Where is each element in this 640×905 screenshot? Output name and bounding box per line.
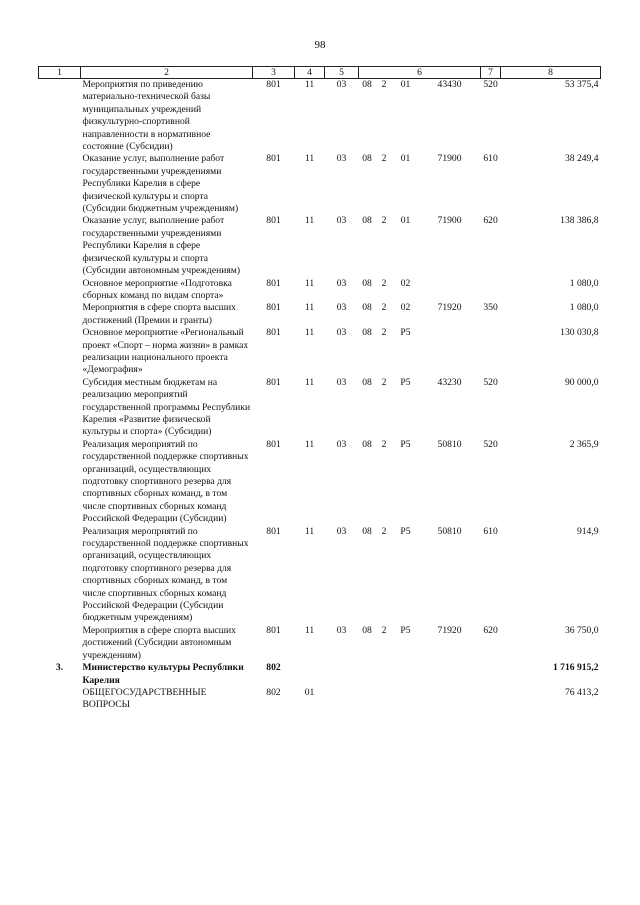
cell-target-program: 08 — [362, 79, 372, 90]
table-row — [39, 625, 601, 662]
table-row — [39, 327, 601, 377]
cell-target-program: 08 — [362, 215, 372, 227]
row-name: Оказание услуг, выполнение работ государственными учреждениями Республики Карелия в сфере физической культуры и спорта (Субсидии бюджетным учреждениям) — [82, 153, 239, 215]
cell-target-subprogram: 2 — [381, 153, 387, 165]
row-name: Субсидия местным бюджетам на реализацию мероприятий государственной программы Республики Карелия «Развитие физической культуры и спорта» (Субсидии) — [82, 376, 251, 438]
row-number — [39, 302, 81, 327]
cell-target-direction: 71900 — [437, 153, 462, 165]
cell-amount: 130 030,8 — [560, 327, 599, 339]
cell-amount: 1 080,0 — [569, 302, 599, 314]
cell-target-subprogram: 2 — [381, 79, 387, 90]
row-number — [39, 79, 81, 154]
cell-ministry-code: 801 — [266, 277, 281, 289]
cell-target-subprogram: 2 — [381, 215, 387, 227]
table-body — [39, 67, 601, 712]
column-number: 1 — [39, 67, 81, 79]
row-number — [39, 153, 81, 215]
cell-target-direction: 71900 — [437, 215, 462, 227]
cell-expense-type — [481, 327, 501, 377]
cell-section: 11 — [304, 438, 315, 450]
row-name: Основное мероприятие «Региональный проект «Спорт – норма жизни» в рамках реализации национального проекта «Демография» — [82, 327, 249, 376]
column-number: 8 — [501, 67, 601, 79]
cell-amount: 38 249,4 — [564, 153, 599, 165]
cell-expense-type: 520 — [483, 376, 498, 388]
column-number: 6 — [359, 67, 481, 79]
cell-target-event: 02 — [400, 302, 411, 314]
cell-target-program: 08 — [362, 624, 372, 636]
cell-target-event — [393, 687, 419, 712]
cell-target-subprogram — [376, 687, 393, 712]
table-row — [39, 377, 601, 439]
cell-target-subprogram: 2 — [381, 302, 387, 314]
cell-subsection: 03 — [336, 624, 347, 636]
cell-amount: 1 716 915,2 — [552, 662, 599, 674]
cell-target-program — [359, 662, 376, 687]
cell-target-event: P5 — [400, 624, 411, 636]
cell-target-event: 01 — [400, 215, 411, 227]
cell-target-program: 08 — [362, 302, 372, 314]
cell-ministry-code: 801 — [266, 376, 281, 388]
cell-section: 11 — [304, 153, 315, 165]
cell-ministry-code: 802 — [266, 686, 281, 698]
cell-section — [295, 662, 325, 687]
cell-amount: 36 750,0 — [564, 624, 599, 636]
row-name: Основное мероприятие «Подготовка сборных команд по видам спорта» — [82, 277, 232, 301]
table-row — [39, 439, 601, 526]
cell-ministry-code: 801 — [266, 624, 281, 636]
cell-subsection: 03 — [336, 525, 347, 537]
cell-target-event — [393, 662, 419, 687]
cell-target-program — [359, 687, 376, 712]
table-row — [39, 302, 601, 327]
cell-target-direction — [419, 687, 481, 712]
cell-target-program: 08 — [362, 153, 372, 165]
cell-section: 11 — [304, 79, 315, 90]
table-row — [39, 526, 601, 625]
cell-subsection — [325, 687, 359, 712]
cell-target-event: 01 — [400, 79, 411, 90]
cell-subsection: 03 — [336, 376, 347, 388]
row-name: Оказание услуг, выполнение работ государственными учреждениями Республики Карелия в сфере физической культуры и спорта (Субсидии автономным учреждениям) — [82, 215, 241, 277]
cell-target-event: 02 — [400, 277, 411, 289]
cell-subsection: 03 — [336, 277, 347, 289]
row-number — [39, 687, 81, 712]
cell-target-program: 08 — [362, 327, 372, 339]
row-name: Министерство культуры Республики Карелия — [82, 662, 244, 686]
cell-ministry-code: 801 — [266, 79, 281, 90]
cell-ministry-code: 801 — [266, 153, 281, 165]
cell-target-direction — [419, 278, 481, 303]
cell-subsection: 03 — [336, 153, 347, 165]
cell-target-direction: 50810 — [437, 525, 462, 537]
cell-target-program: 08 — [362, 277, 372, 289]
row-name: Мероприятия в сфере спорта высших достижений (Субсидии автономным учреждениям) — [82, 624, 236, 661]
row-number — [39, 327, 81, 377]
cell-expense-type: 620 — [483, 624, 498, 636]
cell-amount: 138 386,8 — [560, 215, 599, 227]
cell-target-program: 08 — [362, 376, 372, 388]
cell-subsection: 03 — [336, 79, 347, 90]
cell-subsection: 03 — [336, 327, 347, 339]
cell-section: 11 — [304, 624, 315, 636]
column-number-row — [39, 67, 601, 79]
cell-section: 01 — [304, 686, 315, 698]
cell-target-direction — [419, 662, 481, 687]
row-name: Реализация мероприятий по государственной поддержке спортивных организаций, осуществляющих подготовку спортивного резерва для спортивных сборных команд, в том числе спортивных сборных команд Российской Федерации (Субсидии бюджетным учреждениям) — [82, 525, 249, 624]
cell-target-subprogram: 2 — [381, 327, 387, 339]
cell-section: 11 — [304, 302, 315, 314]
row-name: Мероприятия в сфере спорта высших достижений (Премии и гранты) — [82, 302, 236, 326]
table-row — [39, 278, 601, 303]
row-number — [39, 526, 81, 625]
cell-section: 11 — [304, 376, 315, 388]
cell-amount: 76 413,2 — [564, 686, 599, 698]
cell-target-program: 08 — [362, 438, 372, 450]
table-row — [39, 215, 601, 277]
cell-amount: 1 080,0 — [569, 277, 599, 289]
cell-ministry-code: 801 — [266, 302, 281, 314]
cell-target-subprogram: 2 — [381, 624, 387, 636]
row-number — [39, 377, 81, 439]
cell-expense-type — [481, 687, 501, 712]
cell-target-event: P5 — [400, 376, 411, 388]
cell-target-direction — [419, 327, 481, 377]
budget-table — [38, 66, 601, 712]
row-number: 3. — [55, 662, 64, 674]
cell-amount: 2 365,9 — [569, 438, 599, 450]
cell-target-event: P5 — [400, 438, 411, 450]
column-number: 2 — [81, 67, 253, 79]
row-name: Мероприятия по приведению материально-технической базы муниципальных учреждений физкультурно-спортивной направленности в нормативное состояние (Субсидии) — [82, 79, 211, 153]
row-number — [39, 278, 81, 303]
cell-ministry-code: 801 — [266, 438, 281, 450]
column-number: 5 — [325, 67, 359, 79]
table-row — [39, 79, 601, 154]
cell-target-subprogram: 2 — [381, 277, 387, 289]
cell-ministry-code: 801 — [266, 525, 281, 537]
cell-target-subprogram: 2 — [381, 376, 387, 388]
row-number — [39, 439, 81, 526]
table-row — [39, 153, 601, 215]
cell-amount: 914,9 — [576, 525, 599, 537]
cell-target-subprogram: 2 — [381, 525, 387, 537]
table-row — [39, 662, 601, 687]
cell-ministry-code: 801 — [266, 215, 281, 227]
cell-expense-type: 520 — [483, 438, 498, 450]
cell-target-direction: 43230 — [437, 376, 462, 388]
cell-subsection: 03 — [336, 438, 347, 450]
row-name: Реализация мероприятий по государственной поддержке спортивных организаций, осуществляющих подготовку спортивного резерва для спортивных сборных команд, в том числе спортивных сборных команд Российской Федерации (Субсидии) — [82, 438, 249, 525]
cell-section: 11 — [304, 277, 315, 289]
cell-target-subprogram — [376, 662, 393, 687]
cell-expense-type: 350 — [483, 302, 498, 314]
cell-expense-type: 610 — [483, 153, 498, 165]
column-number: 7 — [481, 67, 501, 79]
cell-expense-type: 520 — [483, 79, 498, 90]
row-number — [39, 625, 81, 662]
cell-target-program: 08 — [362, 525, 372, 537]
cell-section: 11 — [304, 327, 315, 339]
cell-ministry-code: 802 — [266, 662, 281, 674]
cell-target-direction: 43430 — [437, 79, 462, 90]
cell-target-direction: 71920 — [437, 302, 462, 314]
cell-expense-type: 610 — [483, 525, 498, 537]
cell-expense-type — [481, 278, 501, 303]
cell-section: 11 — [304, 525, 315, 537]
cell-target-subprogram: 2 — [381, 438, 387, 450]
cell-target-direction: 71920 — [437, 624, 462, 636]
cell-target-event: 01 — [400, 153, 411, 165]
cell-subsection: 03 — [336, 302, 347, 314]
cell-expense-type: 620 — [483, 215, 498, 227]
cell-ministry-code: 801 — [266, 327, 281, 339]
cell-amount: 90 000,0 — [564, 376, 599, 388]
cell-section: 11 — [304, 215, 315, 227]
cell-target-event: P5 — [400, 327, 411, 339]
cell-subsection — [325, 662, 359, 687]
column-number: 3 — [253, 67, 295, 79]
page-number: 98 — [314, 39, 326, 51]
table-row — [39, 687, 601, 712]
cell-target-event: P5 — [400, 525, 411, 537]
column-number: 4 — [295, 67, 325, 79]
row-number — [39, 215, 81, 277]
cell-expense-type — [481, 662, 501, 687]
row-name: ОБЩЕГОСУДАРСТВЕННЫЕ ВОПРОСЫ — [82, 686, 207, 711]
cell-target-direction: 50810 — [437, 438, 462, 450]
cell-subsection: 03 — [336, 215, 347, 227]
cell-amount: 53 375,4 — [564, 79, 599, 90]
